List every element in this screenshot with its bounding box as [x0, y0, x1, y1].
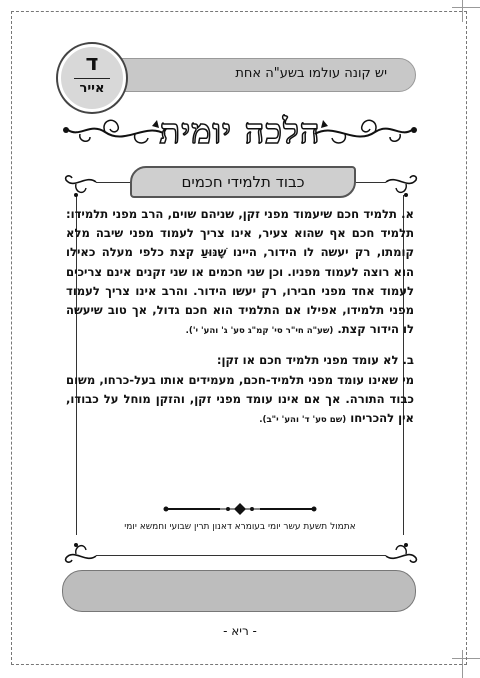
source-citation: (שם סע' ד' והע' י"ב).	[259, 415, 347, 426]
page-number: - ריא -	[223, 624, 257, 638]
paragraph-heading: ב. לא עומד מפני תלמיד חכם או זקן:	[216, 353, 414, 368]
paragraph-2	[66, 351, 414, 430]
paragraph-text: מי שאינו עומד מפני תלמיד-חכם, מעמידים אותו בעל-כרחו, משום כבוד התורה. אך אם אינו עומד מפני זקן, והזקן מוחל על כבודו, אין להכריחו	[66, 372, 414, 426]
page-title: הלכה יומית	[159, 112, 321, 152]
corner-ornament-icon	[62, 172, 98, 198]
section-title: כבוד תלמידי חכמים	[181, 173, 305, 191]
divider-ornament-icon	[160, 502, 320, 516]
section-heading-box	[130, 166, 356, 198]
frame-top-left	[96, 182, 130, 183]
corner-ornament-icon	[62, 542, 98, 568]
date-divider	[74, 78, 110, 79]
corner-ornament-icon	[384, 542, 420, 568]
right-swirl-icon	[310, 112, 420, 152]
frame-bottom	[96, 555, 386, 556]
date-month: אייר	[79, 81, 105, 96]
paragraph-text: א. תלמיד חכם שיעמוד מפני זקן, שניהם שוים, הרב מפני תלמידו: תלמיד חכם אף שהוא צעיר, אינו צריך לעמוד מפני שיבה מלא קומתו, רק יעשה לו הידור, היינו שָׁנּוּעַ קצת כלפי מעלה כאילו הוא רוצה לעמוד מפניו. וכן שני חכמים או שני זקנים אינם צריכים לעמוד אחד מפני חבירו, רק יעשו הידור. והרב אינו צריך לעמוד מפני תלמידו, אפילו אם התלמיד הוא חכם גדול, אך טוב שיעשה לו הידור קצת.	[66, 207, 414, 337]
date-badge	[58, 44, 126, 112]
frame-top-right	[356, 182, 386, 183]
footer-bar	[62, 570, 416, 612]
header-tagline: יש קונה עולמו בשע"ה אחת	[235, 66, 387, 81]
corner-ornament-icon	[384, 172, 420, 198]
date-day: ד	[85, 51, 99, 76]
source-citation: (שע"ה חי"ר סי' קמ"ג סע' ג' והע' י').	[185, 326, 334, 337]
crop-mark	[452, 7, 480, 8]
paragraph-1	[66, 205, 414, 341]
halacha-content	[66, 205, 414, 440]
omer-count-note: אתמול תשעת עשר יומי בעומרא דאנון תרין שבועי וחמשא יומי	[124, 522, 356, 532]
